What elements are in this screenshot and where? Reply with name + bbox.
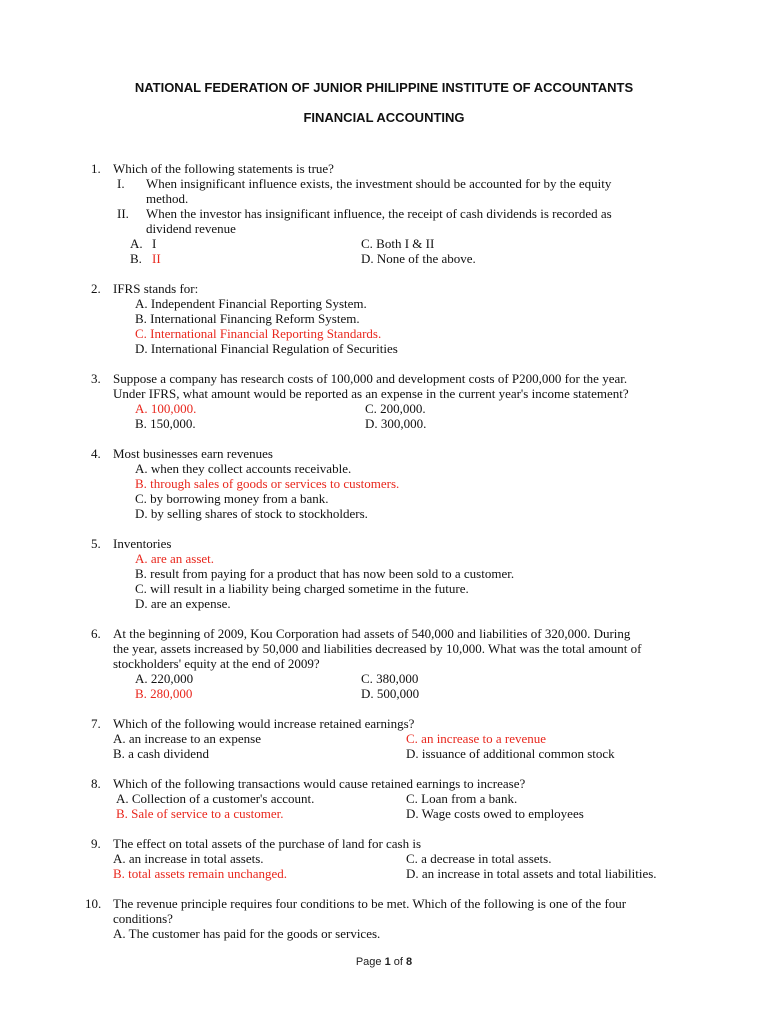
question-stem: Inventories (113, 536, 172, 551)
choice-d: D. Wage costs owed to employees (406, 806, 584, 821)
choice-d: D. 300,000. (365, 416, 427, 431)
choice-c: C. by borrowing money from a bank. (135, 491, 329, 506)
question-number: 5. (91, 536, 101, 551)
choice-a: A. an increase in total assets. (113, 851, 264, 866)
question-stem: Which of the following would increase retained earnings? (113, 716, 415, 731)
document-org-title: NATIONAL FEDERATION OF JUNIOR PHILIPPINE INSTITUTE OF ACCOUNTANTS (134, 80, 634, 95)
choice-b: B. result from paying for a product that has now been sold to a customer. (135, 566, 515, 581)
statement-text: When the investor has insignificant influence, the receipt of cash dividends is recorded as (146, 206, 612, 221)
question-number: 10. (85, 896, 102, 911)
document-subject-title: FINANCIAL ACCOUNTING (303, 110, 465, 125)
question-stem: IFRS stands for: (113, 281, 199, 296)
statement-text: method. (146, 191, 189, 206)
choice-a: A. Collection of a customer's account. (116, 791, 315, 806)
choice-d: D. 500,000 (361, 686, 420, 701)
question-number: 9. (91, 836, 101, 851)
statement-text: When insignificant influence exists, the investment should be accounted for by the equity (146, 176, 612, 191)
choice-d: D. are an expense. (135, 596, 231, 611)
statement-text: dividend revenue (146, 221, 236, 236)
choice-b-correct: B. 280,000 (135, 686, 193, 701)
question-number: 3. (91, 371, 101, 386)
question-number: 4. (91, 446, 101, 461)
page-total: 8 (406, 956, 413, 968)
question-stem: conditions? (113, 911, 173, 926)
choice-a-correct: A. 100,000. (135, 401, 197, 416)
choice-b: B. a cash dividend (113, 746, 210, 761)
choice-d: D. an increase in total assets and total liabilities. (406, 866, 657, 881)
choice-a: A. The customer has paid for the goods or services. (113, 926, 381, 941)
choice-c: C. 200,000. (365, 401, 426, 416)
question-stem: Which of the following transactions would cause retained earnings to increase? (113, 776, 526, 791)
question-number: 8. (91, 776, 101, 791)
choice-b: B. 150,000. (135, 416, 196, 431)
choice-d: D. issuance of additional common stock (406, 746, 615, 761)
page-footer (0, 956, 768, 968)
choice-c: C. 380,000 (361, 671, 419, 686)
choice-b-correct: B. through sales of goods or services to customers. (135, 476, 400, 491)
page-label: Page (355, 956, 385, 968)
question-number: 7. (91, 716, 101, 731)
choice-a: A. 220,000 (135, 671, 194, 686)
choice-a: A. when they collect accounts receivable. (135, 461, 352, 476)
question-stem: Most businesses earn revenues (113, 446, 273, 461)
choice-c-correct: C. an increase to a revenue (406, 731, 547, 746)
question-stem: stockholders' equity at the end of 2009? (113, 656, 320, 671)
choice-c: C. Loan from a bank. (406, 791, 518, 806)
choice-a: A. Independent Financial Reporting System. (135, 296, 367, 311)
choice-d: D. International Financial Regulation of Securities (135, 341, 398, 356)
choice-b-correct: II (152, 251, 161, 266)
choice-c: C. Both I & II (361, 236, 435, 251)
question-number: 2. (91, 281, 101, 296)
choice-letter: B. (130, 251, 142, 266)
question-stem: Under IFRS, what amount would be reported as an expense in the current year's income statement? (113, 386, 629, 401)
statement-roman: II. (117, 206, 129, 221)
question-number: 1. (91, 161, 101, 176)
choice-c: C. will result in a liability being charged sometime in the future. (135, 581, 469, 596)
choice-c-correct: C. International Financial Reporting Standards. (135, 326, 382, 341)
choice-b: B. International Financing Reform System. (135, 311, 360, 326)
page-number: 1 (384, 956, 391, 968)
page-of-label: of (390, 956, 407, 968)
question-stem: Which of the following statements is true? (113, 161, 334, 176)
question-stem: The revenue principle requires four conditions to be met. Which of the following is one of the four (113, 896, 627, 911)
choice-b-correct: B. Sale of service to a customer. (116, 806, 284, 821)
choice-a-correct: A. are an asset. (135, 551, 215, 566)
choice-d: D. by selling shares of stock to stockholders. (135, 506, 368, 521)
question-number: 6. (91, 626, 101, 641)
choice-a: I (152, 236, 157, 251)
statement-roman: I. (117, 176, 125, 191)
choice-a: A. an increase to an expense (113, 731, 261, 746)
question-stem: Suppose a company has research costs of 100,000 and development costs of P200,000 for the year. (113, 371, 628, 386)
question-stem: At the beginning of 2009, Kou Corporation had assets of 540,000 and liabilities of 320,000. During (113, 626, 631, 641)
question-stem: the year, assets increased by 50,000 and liabilities decreased by 10,000. What was the total amount of (113, 641, 642, 656)
choice-b-correct: B. total assets remain unchanged. (113, 866, 288, 881)
choice-d: D. None of the above. (361, 251, 476, 266)
choice-letter: A. (130, 236, 143, 251)
question-stem: The effect on total assets of the purchase of land for cash is (113, 836, 422, 851)
choice-c: C. a decrease in total assets. (406, 851, 552, 866)
